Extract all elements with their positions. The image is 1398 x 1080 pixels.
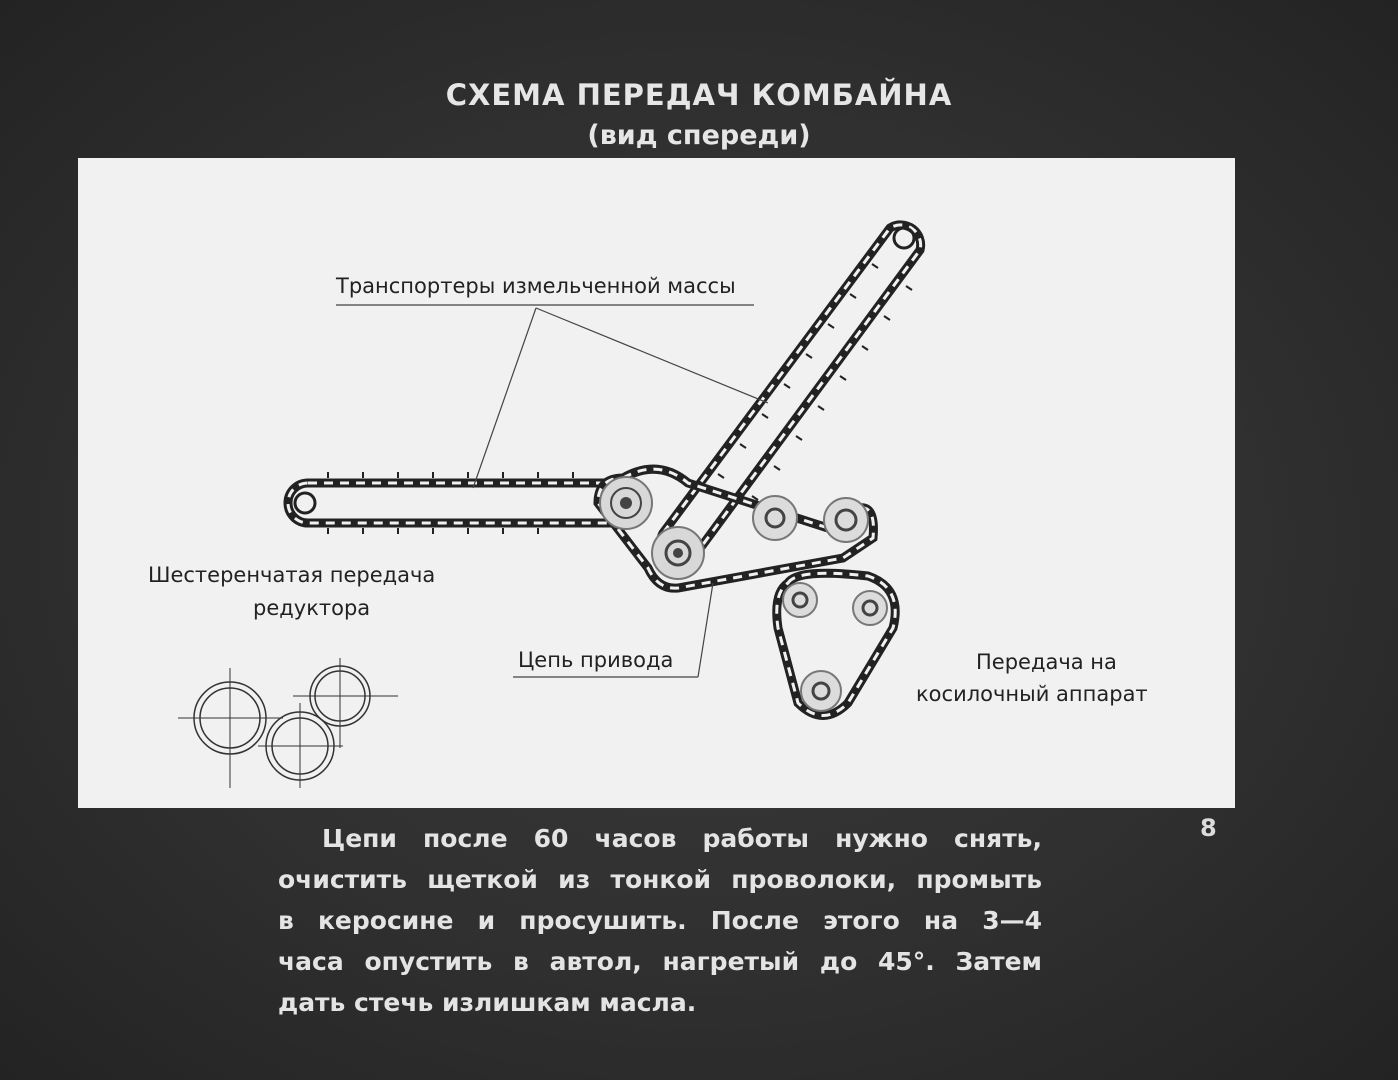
label-gear-transmission-line1: Шестеренчатая передача xyxy=(148,563,436,587)
page-number: 8 xyxy=(1200,814,1217,842)
label-mower-drive-line2: косилочный аппарат xyxy=(916,682,1148,706)
caption-line: дать стечь излишкам масла. xyxy=(278,988,697,1017)
reducer-sprocket-icon xyxy=(600,477,652,529)
label-mower-drive-line1: Передача на xyxy=(976,650,1117,674)
transmission-diagram xyxy=(78,158,1235,808)
label-drive-chain: Цепь привода xyxy=(518,648,674,672)
right-sprocket-icon xyxy=(824,498,868,542)
label-conveyors: Транспортеры измельченной массы xyxy=(336,274,736,298)
diagram-panel xyxy=(78,158,1235,808)
caption-line: очистить щеткой из тонкой проволоки, промыть xyxy=(278,865,1042,894)
idler-sprocket-icon xyxy=(295,493,315,513)
middle-sprocket-icon xyxy=(753,496,797,540)
caption-line: Цепи после 60 часов работы нужно снять, xyxy=(322,824,1042,853)
reducer-gear-schematic xyxy=(178,658,398,788)
caption-text xyxy=(278,818,1042,1023)
page-title: СХЕМА ПЕРЕДАЧ КОМБАЙНА xyxy=(445,78,953,112)
page-subtitle: (вид спереди) xyxy=(587,120,811,151)
drive-sprocket-icon xyxy=(652,527,704,579)
label-gear-transmission-line2: редуктора xyxy=(253,596,371,620)
mower-drive-chain xyxy=(777,573,895,715)
caption-line: часа опустить в автол, нагретый до 45°. Затем xyxy=(278,947,1042,976)
horizontal-conveyor xyxy=(288,472,638,534)
top-sprocket-icon xyxy=(894,228,914,248)
caption-line: в керосине и просушить. После этого на 3—4 xyxy=(278,906,1042,935)
